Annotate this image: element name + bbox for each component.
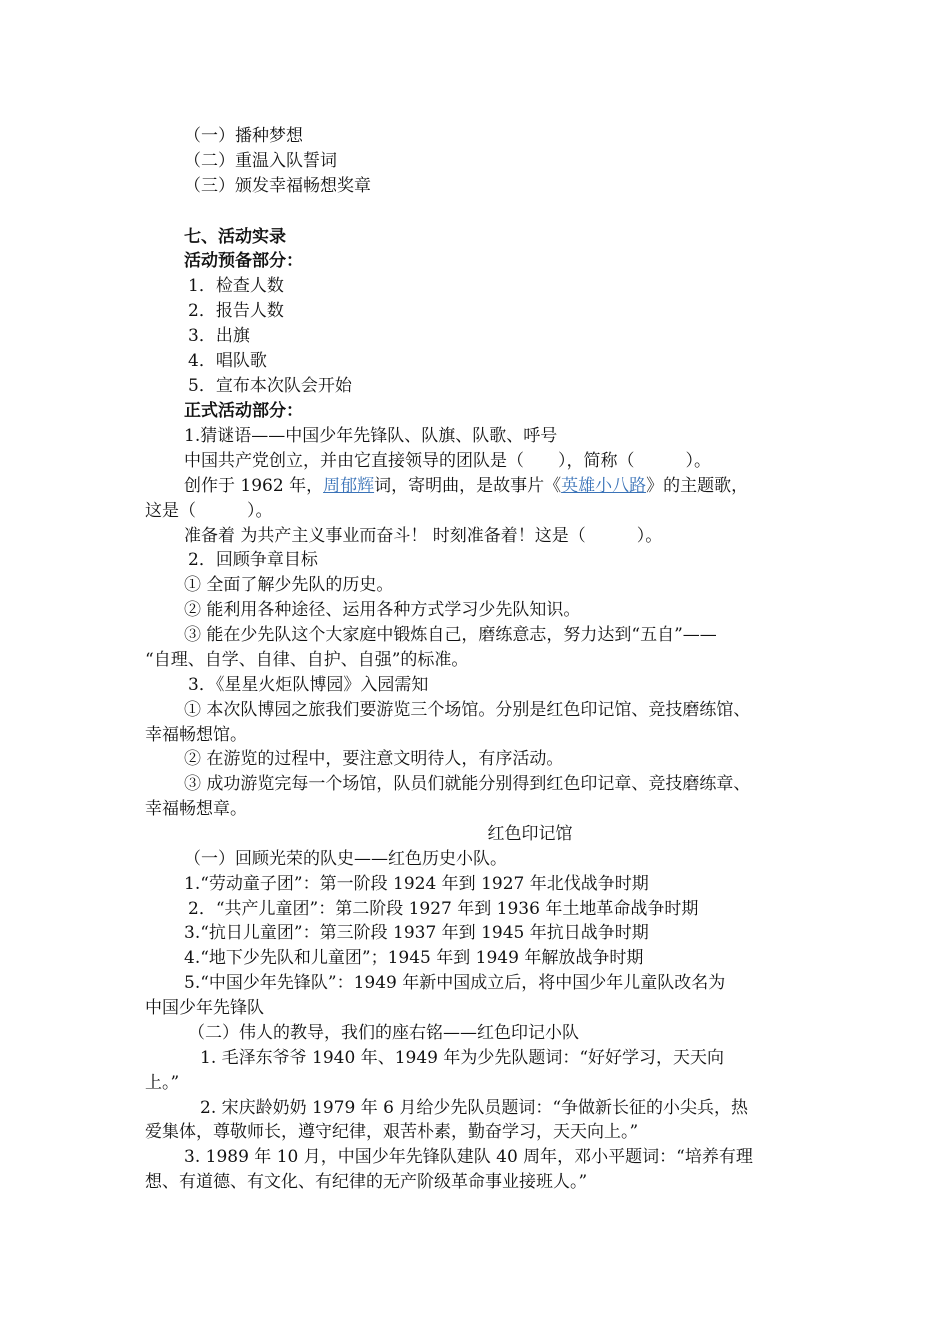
riddle-q2-pre: 创作于 1962 年， bbox=[184, 476, 324, 496]
riddle-q2-cont: 这是（ ）。 bbox=[145, 501, 273, 521]
prep-item-4: 4．唱队歌 bbox=[188, 351, 267, 371]
prep-item-2: 2．报告人数 bbox=[188, 301, 284, 321]
quote-item-1: 1. 毛泽东爷爷 1940 年、1949 年为少先队题词：“好好学习，天天向 bbox=[200, 1048, 725, 1068]
hall-title: 红色印记馆 bbox=[487, 824, 573, 844]
goal-item-2: ② 能利用各种途径、运用各种方式学习少先队知识。 bbox=[184, 600, 581, 620]
notice-item-3: ③ 成功游览完每一个场馆，队员们就能分别得到红色印记章、竞技磨练章、 bbox=[184, 774, 751, 794]
ceremony-item-3: （三）颁发幸福畅想奖章 bbox=[184, 176, 371, 196]
goal-item-3-cont: “自理、自学、自律、自护、自强”的标准。 bbox=[145, 650, 469, 670]
history-item-1: 1.“劳动童子团”：第一阶段 1924 年到 1927 年北伐战争时期 bbox=[184, 874, 649, 894]
lyricist-link[interactable]: 周郁辉 bbox=[323, 476, 375, 496]
quote-item-1-cont: 上。” bbox=[145, 1073, 180, 1093]
notice-title: 3．《星星火炬队博园》入园需知 bbox=[188, 675, 429, 695]
riddle-q2-mid: 词，寄明曲，是故事片《 bbox=[374, 476, 562, 496]
prep-item-1: 1．检查人数 bbox=[188, 276, 284, 296]
quote-item-2: 2. 宋庆龄奶奶 1979 年 6 月给少先队员题词：“争做新长征的小尖兵，热 bbox=[200, 1098, 749, 1118]
riddle-q1: 中国共产党创立，并由它直接领导的团队是（ ），简称（ ）。 bbox=[184, 451, 711, 471]
ceremony-item-1: （一）播种梦想 bbox=[184, 126, 303, 146]
ceremony-item-2: （二）重温入队誓词 bbox=[184, 151, 337, 171]
notice-item-1: ① 本次队博园之旅我们要游览三个场馆。分别是红色印记馆、竞技磨练馆、 bbox=[184, 700, 751, 720]
goal-item-1: ① 全面了解少先队的历史。 bbox=[184, 575, 394, 595]
history-item-3: 3.“抗日儿童团”：第三阶段 1937 年到 1945 年抗日战争时期 bbox=[184, 923, 649, 943]
notice-item-3-cont: 幸福畅想章。 bbox=[145, 799, 247, 819]
history-item-5: 5.“中国少年先锋队”：1949 年新中国成立后，将中国少年儿童队改名为 bbox=[184, 973, 726, 993]
prep-heading: 活动预备部分： bbox=[184, 251, 303, 271]
film-link[interactable]: 英雄小八路 bbox=[561, 476, 647, 496]
riddle-q2 bbox=[184, 474, 810, 499]
notice-item-2: ② 在游览的过程中，要注意文明待人，有序活动。 bbox=[184, 749, 564, 769]
history-item-2: 2．“共产儿童团”：第二阶段 1927 年到 1936 年土地革命战争时期 bbox=[188, 899, 699, 919]
quote-item-2-cont: 爱集体，尊敬师长，遵守纪律，艰苦朴素，勤奋学习，天天向上。” bbox=[145, 1122, 639, 1142]
hall-subsection-2: （二）伟人的教导，我们的座右铭——红色印记小队 bbox=[188, 1023, 579, 1043]
goals-title: 2．回顾争章目标 bbox=[188, 550, 318, 570]
formal-heading: 正式活动部分： bbox=[184, 401, 303, 421]
history-item-5-cont: 中国少年先锋队 bbox=[145, 998, 264, 1018]
section-heading: 七、活动实录 bbox=[184, 227, 286, 247]
history-item-4: 4.“地下少先队和儿童团”；1945 年到 1949 年解放战争时期 bbox=[184, 948, 644, 968]
riddle-title: 1.猜谜语——中国少年先锋队、队旗、队歌、呼号 bbox=[184, 426, 558, 446]
prep-item-3: 3．出旗 bbox=[188, 326, 250, 346]
riddle-q2-post: 》的主题歌， bbox=[646, 476, 749, 496]
goal-item-3: ③ 能在少先队这个大家庭中锻炼自己，磨练意志，努力达到“五自”—— bbox=[184, 625, 717, 645]
quote-item-3-cont: 想、有道德、有文化、有纪律的无产阶级革命事业接班人。” bbox=[145, 1172, 588, 1192]
notice-item-1-cont: 幸福畅想馆。 bbox=[145, 725, 247, 745]
hall-subsection-1: （一）回顾光荣的队史——红色历史小队。 bbox=[184, 849, 507, 869]
quote-item-3: 3. 1989 年 10 月，中国少年先锋队建队 40 周年，邓小平题词：“培养有理 bbox=[184, 1147, 753, 1167]
prep-item-5: 5．宣布本次队会开始 bbox=[188, 376, 352, 396]
riddle-q3: 准备着 为共产主义事业而奋斗！ 时刻准备着！这是（ ）。 bbox=[184, 526, 663, 546]
